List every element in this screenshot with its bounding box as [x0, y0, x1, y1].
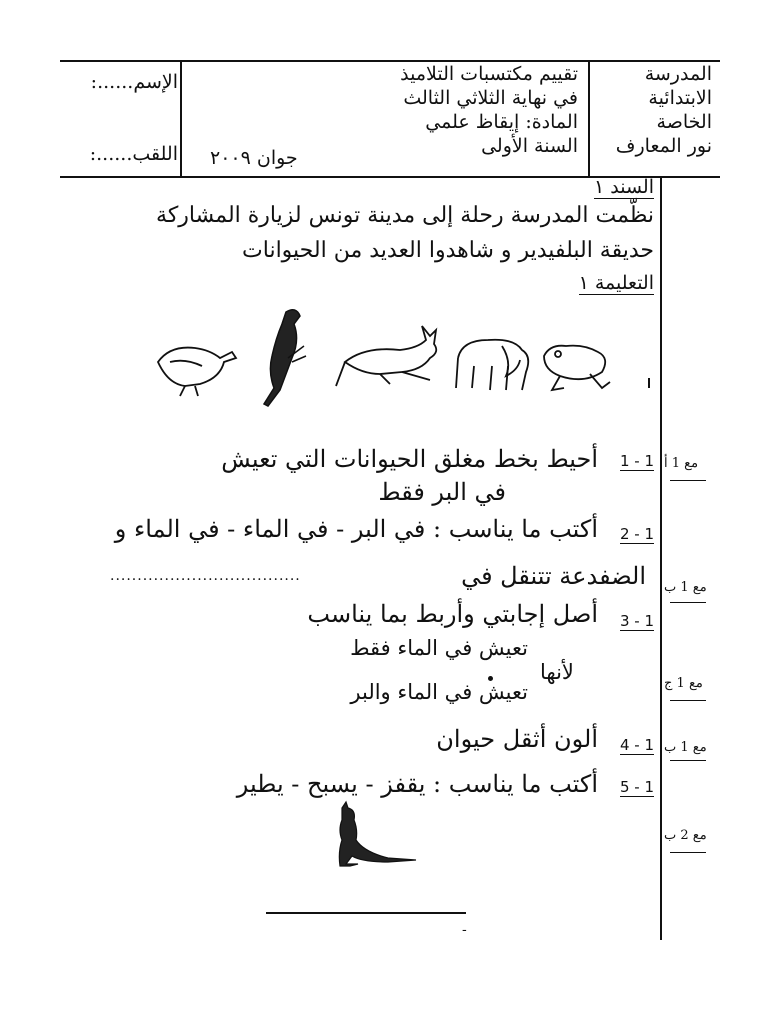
q2-criterion: مع 1 ب: [664, 580, 707, 595]
kangaroo-icon: [339, 802, 416, 866]
header-divider-left: [180, 60, 182, 176]
q3-score-rule: [670, 700, 706, 701]
taalima-title: التعليمة ١: [578, 272, 654, 294]
name-dots: ......:: [90, 71, 134, 93]
exam-date: جوان ٢٠٠٩: [210, 147, 298, 169]
q2-score-rule: [670, 602, 706, 603]
name-label: الإسم: [133, 71, 178, 93]
q3-option-1: تعيش في الماء فقط: [350, 636, 528, 660]
q5-score-rule: [670, 852, 706, 853]
surname-dots: ......:: [89, 143, 133, 165]
subject-label: المادة: إيقاظ علمي: [425, 111, 578, 133]
evaluation-period: في نهاية الثلاثي الثالث: [403, 87, 578, 109]
stray-mark: [648, 378, 650, 388]
footer-mark: -: [462, 922, 467, 938]
grade-label: السنة الأولى: [481, 135, 578, 157]
elephant-icon: [456, 340, 528, 390]
q3-text: أصل إجابتي وأربط بما يناسب: [307, 600, 598, 628]
sanad-line-2: حديقة البلفيدير و شاهدوا العديد من الحيوانات: [242, 238, 654, 263]
chicken-icon: [158, 348, 236, 396]
q5-text: أكتب ما يناسب : يقفز - يسبح - يطير: [236, 770, 598, 798]
school-block: [592, 62, 712, 158]
school-line-2: الابتدائية: [648, 87, 712, 109]
q2-answer-dots: ...................................: [110, 568, 301, 584]
name-field: [68, 70, 178, 94]
surname-field: [68, 142, 178, 166]
q2-text: أكتب ما يناسب : في البر - في الماء - في الماء و: [114, 515, 598, 543]
q3-criterion: مع 1 ج: [664, 676, 703, 691]
evaluation-title: تقييم مكتسبات التلاميذ: [400, 63, 578, 85]
header-divider-right: [588, 60, 590, 176]
q1-number: 1 - 1: [620, 452, 655, 470]
q3-option-2: تعيش في الماء والبر: [350, 680, 528, 704]
q3-number: 3 - 1: [620, 612, 655, 630]
q1-score-rule: [670, 480, 706, 481]
sanad-line-1: نظّمت المدرسة رحلة إلى مدينة تونس لزيارة المشاركة: [156, 203, 654, 228]
q2-number: 2 - 1: [620, 525, 655, 543]
school-line-1: المدرسة: [644, 63, 712, 85]
evaluation-block: [198, 62, 578, 158]
q2-text-2: الضفدعة تتنقل في: [461, 562, 646, 590]
q1-text-2: في البر فقط: [378, 478, 506, 506]
q1-criterion: مع 1 أ: [664, 456, 699, 471]
sanad-title: السند ١: [594, 176, 654, 198]
rabbit-icon: [336, 326, 436, 386]
frog-icon: [544, 346, 610, 390]
margin-column-rule: [660, 176, 662, 940]
q4-score-rule: [670, 760, 706, 761]
school-name: نور المعارف: [615, 135, 712, 157]
q5-number: 5 - 1: [620, 778, 655, 796]
q3-prefix: لأنها: [540, 660, 574, 684]
school-line-3: الخاصة: [656, 111, 712, 133]
q1-text: أحيط بخط مغلق الحيوانات التي تعيش: [221, 445, 598, 473]
q4-criterion: مع 1 ب: [664, 740, 707, 755]
animals-strip: [140, 300, 630, 415]
kangaroo-picture: [328, 800, 420, 870]
q4-text: ألون أثقل حيوان: [436, 725, 598, 753]
footer-answer-line: [266, 912, 466, 914]
surname-label: اللقب: [132, 143, 178, 165]
q5-criterion: مع 2 ب: [664, 828, 707, 843]
q4-number: 4 - 1: [620, 736, 655, 754]
kangaroo-icon: [264, 310, 306, 406]
